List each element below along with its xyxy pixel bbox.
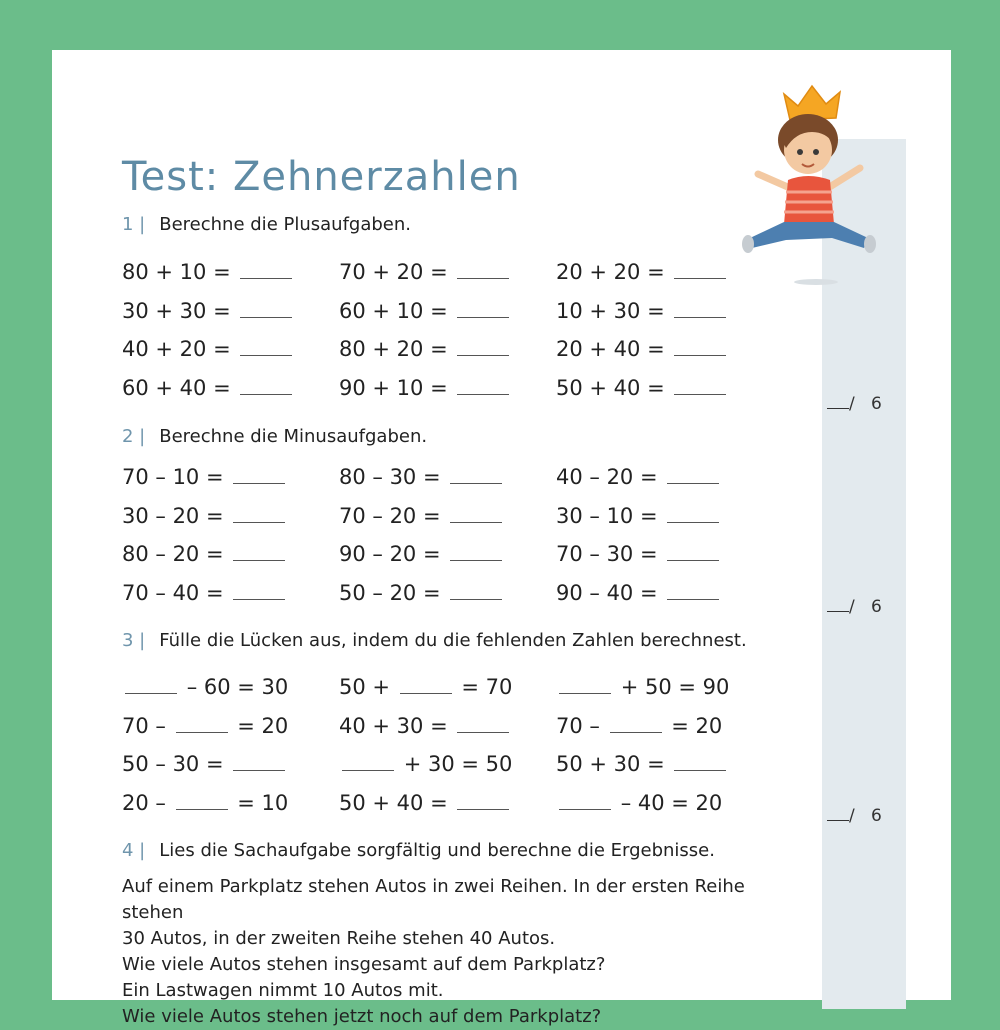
max-points: 6 <box>870 394 882 414</box>
answer-blank[interactable] <box>400 675 452 694</box>
task-instruction: Fülle die Lücken aus, indem du die fehlenden Zahlen berechnest. <box>159 630 747 651</box>
equation-text: 60 + 10 = <box>339 298 448 323</box>
equation-text: 90 – 40 = <box>556 580 658 605</box>
task-number: 4 | <box>122 840 146 861</box>
worksheet <box>52 50 951 1027</box>
gap-problem <box>339 673 512 701</box>
math-problem <box>122 502 288 530</box>
math-problem <box>339 540 505 568</box>
equation-suffix: = 20 <box>671 713 723 738</box>
answer-blank[interactable] <box>667 542 719 561</box>
answer-blank[interactable] <box>240 299 292 318</box>
answer-blank[interactable] <box>457 791 509 810</box>
answer-blank[interactable] <box>674 752 726 771</box>
equation-suffix: + 50 = 90 <box>620 675 730 699</box>
equation-text: 80 + 20 = <box>339 337 448 361</box>
equation-text: 70 – 30 = <box>556 542 658 566</box>
equation-text: 90 + 10 = <box>339 375 448 400</box>
word-problem-line: 30 Autos, in der zweiten Reihe stehen 40 Autos. <box>122 928 556 949</box>
task-instruction: Lies die Sachaufgabe sorgfältig und berechne die Ergebnisse. <box>159 840 715 861</box>
task-instruction: Berechne die Plusaufgaben. <box>159 214 411 235</box>
answer-blank[interactable] <box>667 581 719 600</box>
word-problem-line: Ein Lastwagen nimmt 10 Autos mit. <box>122 980 444 1001</box>
answer-blank[interactable] <box>457 299 509 318</box>
word-problem <box>122 874 802 1030</box>
task-1-score: / 6 <box>827 394 882 414</box>
equation-suffix: = 20 <box>237 713 289 738</box>
max-points: 6 <box>870 597 882 617</box>
math-problem <box>556 579 722 607</box>
equation-suffix: – 60 = 30 <box>186 675 289 699</box>
equation-text: 20 + 40 = <box>556 337 665 361</box>
word-problem-line: Wie viele Autos stehen jetzt noch auf dem Parkplatz? <box>122 1006 602 1027</box>
equation-text: 70 – 40 = <box>122 580 224 605</box>
score-blank[interactable] <box>827 597 849 612</box>
math-problem <box>556 463 722 491</box>
math-problem <box>556 374 729 402</box>
equation-prefix: 70 – <box>556 713 600 738</box>
equation-suffix: = 70 <box>461 675 513 699</box>
answer-blank[interactable] <box>610 714 662 733</box>
answer-blank[interactable] <box>674 260 726 279</box>
gap-problem <box>556 673 729 701</box>
task-number: 3 | <box>122 630 146 651</box>
answer-blank[interactable] <box>457 376 509 395</box>
answer-blank[interactable] <box>125 675 177 694</box>
gap-problem <box>556 789 722 817</box>
math-problem <box>556 297 729 325</box>
math-problem <box>339 258 512 286</box>
answer-blank[interactable] <box>233 504 285 523</box>
answer-blank[interactable] <box>240 337 292 356</box>
equation-text: 10 + 30 = <box>556 298 665 323</box>
equation-prefix: 70 – <box>122 713 166 738</box>
task-3-heading <box>122 630 747 651</box>
answer-blank[interactable] <box>457 714 509 733</box>
math-problem <box>556 335 729 363</box>
equation-text: 30 – 20 = <box>122 503 224 528</box>
equation-text: 80 – 30 = <box>339 465 441 489</box>
equation-text: 60 + 40 = <box>122 375 231 400</box>
math-problem <box>556 502 722 530</box>
answer-blank[interactable] <box>674 299 726 318</box>
answer-blank[interactable] <box>233 752 285 771</box>
answer-blank[interactable] <box>450 581 502 600</box>
answer-blank[interactable] <box>559 791 611 810</box>
task-4-heading <box>122 840 715 861</box>
boy-with-crown-illustration <box>736 82 876 292</box>
answer-blank[interactable] <box>450 542 502 561</box>
equation-suffix: + 30 = 50 <box>403 752 513 776</box>
equation-text: 80 – 20 = <box>122 542 224 566</box>
equation-text: 30 + 30 = <box>122 298 231 323</box>
equation-text: 90 – 20 = <box>339 542 441 566</box>
math-problem <box>339 374 512 402</box>
gap-problem <box>339 712 512 740</box>
equation-prefix: 50 – 30 = <box>122 752 224 776</box>
math-problem <box>339 579 505 607</box>
answer-blank[interactable] <box>233 581 285 600</box>
answer-blank[interactable] <box>559 675 611 694</box>
gap-problem <box>122 673 288 701</box>
gap-problem <box>122 712 288 740</box>
gap-problem <box>339 789 512 817</box>
equation-prefix: 50 + <box>339 675 390 699</box>
equation-prefix: 20 – <box>122 790 166 815</box>
gap-problem <box>556 750 729 778</box>
word-problem-line: Auf einem Parkplatz stehen Autos in zwei Reihen. In der ersten Reihe stehen <box>122 876 745 923</box>
equation-text: 30 – 10 = <box>556 503 658 528</box>
equation-text: 80 + 10 = <box>122 260 231 284</box>
answer-blank[interactable] <box>667 465 719 484</box>
answer-blank[interactable] <box>667 504 719 523</box>
equation-text: 50 + 40 = <box>556 375 665 400</box>
task-2-heading <box>122 426 427 447</box>
answer-blank[interactable] <box>457 260 509 279</box>
answer-blank[interactable] <box>240 376 292 395</box>
equation-text: 70 – 10 = <box>122 465 224 489</box>
equation-prefix: 50 + 40 = <box>339 790 448 815</box>
math-problem <box>122 258 295 286</box>
equation-text: 70 – 20 = <box>339 503 441 528</box>
answer-blank[interactable] <box>674 337 726 356</box>
math-problem <box>339 502 505 530</box>
gap-problem <box>556 712 722 740</box>
equation-prefix: 50 + 30 = <box>556 752 665 776</box>
math-problem <box>122 374 295 402</box>
answer-blank[interactable] <box>233 465 285 484</box>
equation-suffix: – 40 = 20 <box>620 790 723 815</box>
answer-blank[interactable] <box>450 504 502 523</box>
max-points: 6 <box>870 806 882 826</box>
equation-text: 70 + 20 = <box>339 260 448 284</box>
task-instruction: Berechne die Minusaufgaben. <box>159 426 428 447</box>
math-problem <box>339 335 512 363</box>
word-problem-line: Wie viele Autos stehen insgesamt auf dem Parkplatz? <box>122 954 606 975</box>
math-problem <box>339 463 505 491</box>
math-problem <box>556 258 729 286</box>
answer-blank[interactable] <box>450 465 502 484</box>
task-3-score: / 6 <box>827 806 882 826</box>
equation-text: 40 – 20 = <box>556 465 658 489</box>
math-problem <box>122 540 288 568</box>
answer-blank[interactable] <box>457 337 509 356</box>
math-problem <box>122 335 295 363</box>
math-problem <box>122 297 295 325</box>
score-blank[interactable] <box>827 394 849 409</box>
answer-blank[interactable] <box>674 376 726 395</box>
equation-suffix: = 10 <box>237 790 289 815</box>
gap-problem <box>339 750 512 778</box>
equation-text: 50 – 20 = <box>339 580 441 605</box>
gap-problem <box>122 789 288 817</box>
answer-blank[interactable] <box>342 752 394 771</box>
task-1-heading <box>122 214 411 235</box>
equation-text: 40 + 20 = <box>122 337 231 361</box>
page-title: Test: Zehnerzahlen <box>122 154 521 200</box>
answer-blank[interactable] <box>176 714 228 733</box>
equation-text: 20 + 20 = <box>556 260 665 284</box>
math-problem <box>339 297 512 325</box>
answer-blank[interactable] <box>240 260 292 279</box>
math-problem <box>122 579 288 607</box>
math-problem <box>556 540 722 568</box>
task-number: 2 | <box>122 426 146 447</box>
gap-problem <box>122 750 288 778</box>
answer-blank[interactable] <box>233 542 285 561</box>
score-blank[interactable] <box>827 806 849 821</box>
task-number: 1 | <box>122 214 146 235</box>
equation-prefix: 40 + 30 = <box>339 713 448 738</box>
task-2-score: / 6 <box>827 597 882 617</box>
answer-blank[interactable] <box>176 791 228 810</box>
math-problem <box>122 463 288 491</box>
